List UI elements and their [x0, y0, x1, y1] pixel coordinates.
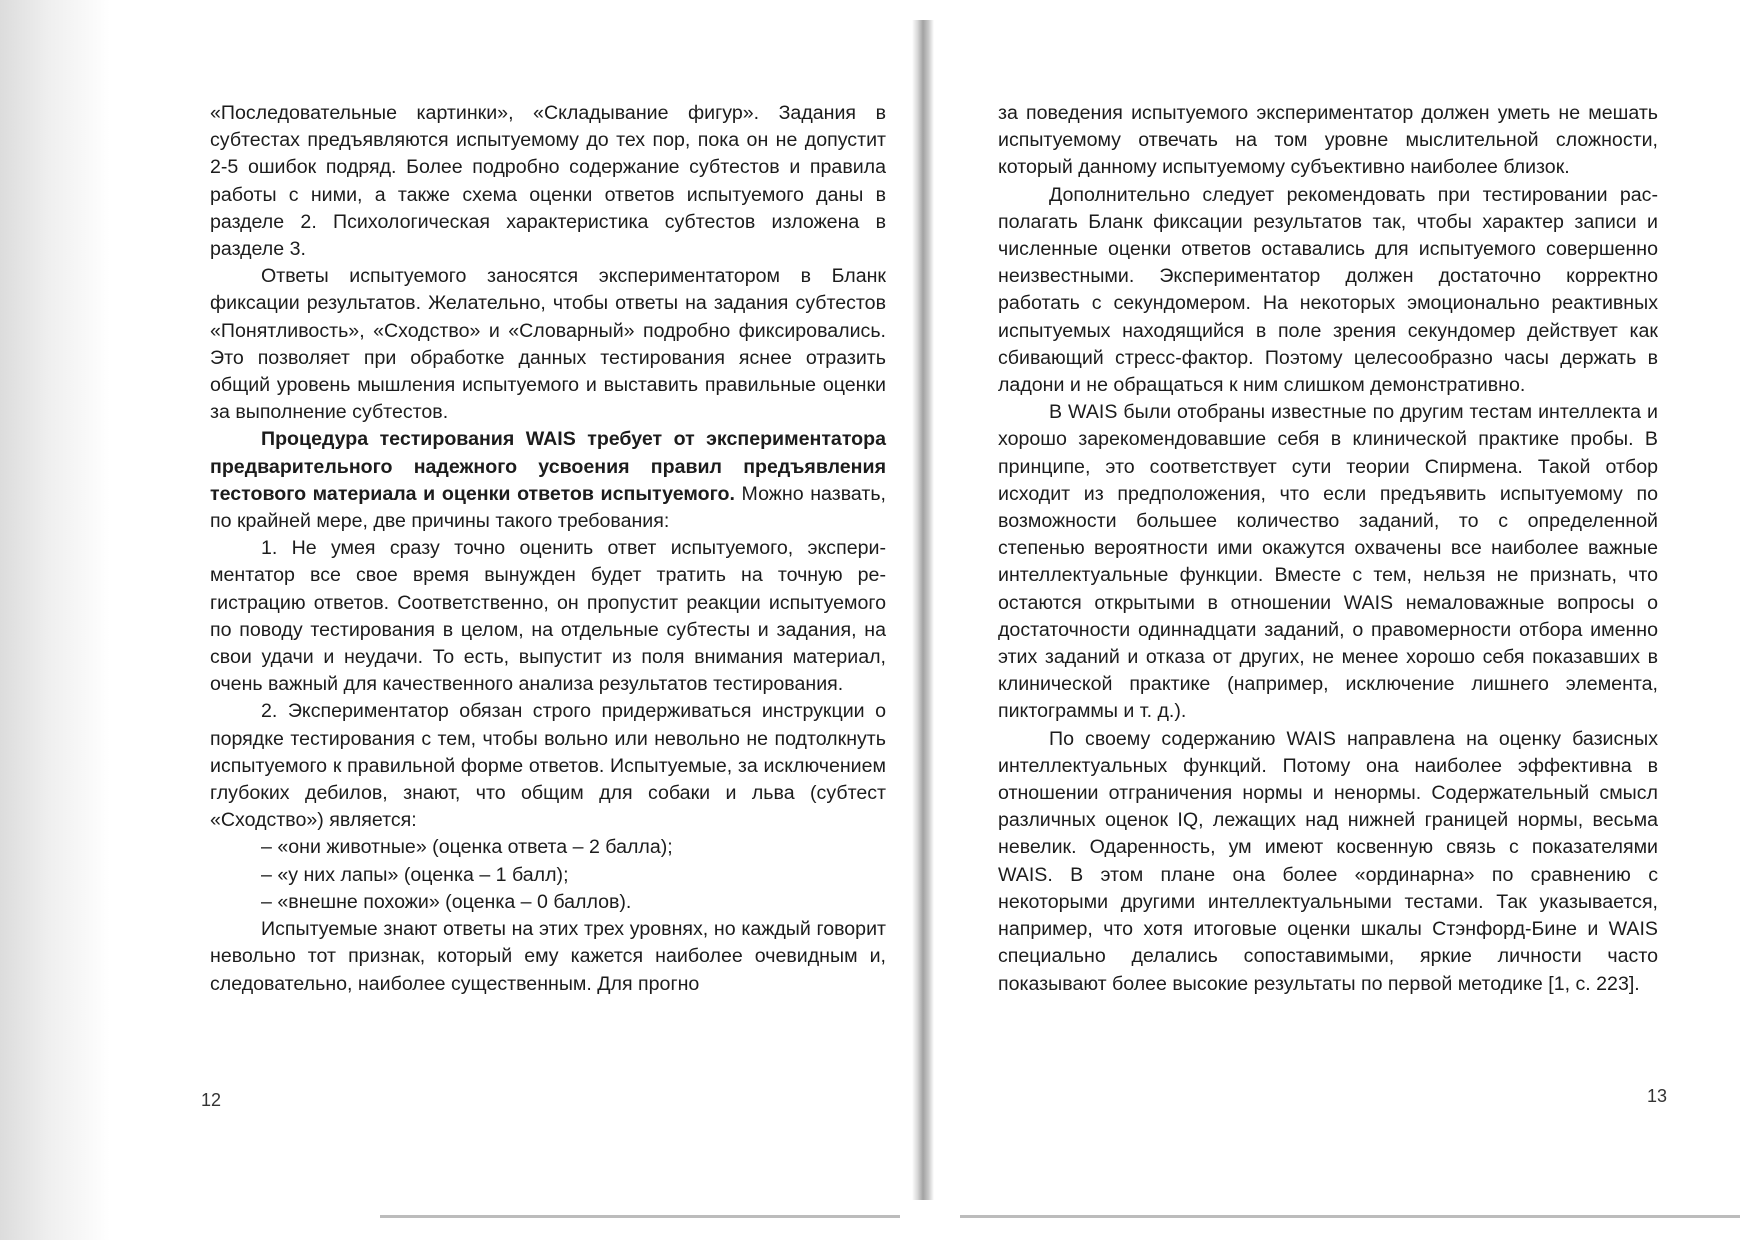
- paragraph: В WAIS были отобраны известные по другим тестам интеллекта и хорошо зарекомендовавшие себя в клинической практике пробы. В принципе, это соответствует сути теории Спирмена. Такой отбор исходит из предположения, что если предъявить испытуемому по возможности большее количество заданий, то с определенной степенью вероятности ими окажутся охвачены все наиболее важные интеллектуальные функции. Вместе с тем, нельзя не признать, что остаются открытыми в отношении WAIS немаловажные вопросы о достаточности одиннадцати заданий, о правомерности отбора именно этих заданий и отказа от других, не менее хорошо себя показавших в клинической практике (например, исключение лишнего элемента, пиктограммы и т. д.).: [998, 401, 1658, 723]
- left-page: [210, 100, 886, 998]
- paragraph: «Последовательные картинки», «Складывание фигур». Задания в субтестах предъявляются испытуемому до тех пор, пока он не допустит 2-5 ошибок подряд. Более подробно содержание субтестов и правила работы с ними, а также схема оценки ответов испытуемого даны в разделе 2. Психологическая характеристика субтестов изложена в разделе 3.: [210, 102, 886, 261]
- right-page: [998, 100, 1658, 998]
- dash-item: – «внешне похожи» (оценка – 0 баллов).: [261, 890, 632, 913]
- bold-sentence: Процедура тестирования WAIS требует от экспериментатора предварительного надежного усвоения правил предъявления тестового материала и оценки ответов испытуемого.: [210, 428, 886, 505]
- dash-item: – «у них лапы» (оценка – 1 балл);: [261, 863, 569, 886]
- numbered-item: 1. Не умея сразу точно оценить ответ испытуемого, экспериментатор все свое время вынужден будет тратить на точную регистрацию ответов. Соответственно, он пропустит реакции испытуемого по поводу тестирования в целом, на отдельные субтесты и задания, на свои удачи и неудачи. То есть, выпустит из поля внимания материал, очень важный для качественного анализа результатов тестирования.: [210, 537, 886, 696]
- paragraph: По своему содержанию WAIS направлена на оценку базисных интеллектуальных функций. Потому она наиболее эффективна в отношении отграничения нормы и ненормы. Содержательный смысл различных оценок IQ, лежащих над нижней границей нормы, весьма невелик. Одаренность, ум имеют косвенную связь с показателями WAIS. В этом плане она более «ординарна» по сравнению с некоторыми другими интеллектуальными тестами. Так указывается, например, что хотя итоговые оценки шкалы Стэнфорд-Бине и WAIS специально делались сопоставимыми, яркие личности часто показывают более высокие результаты по первой методике [1, с. 223].: [998, 727, 1658, 995]
- page-edge-right: [960, 1215, 1740, 1218]
- paragraph: Ответы испытуемого заносятся экспериментатором в Бланк фиксации результатов. Желательно, чтобы ответы на задания субтестов «Понятливость», «Сходство» и «Словарный» подробно фиксировались. Это позволяет при обработке данных тестирования яснее отразить общий уровень мышления испытуемого и выставить правильные оценки за выполнение субтестов.: [210, 265, 886, 424]
- numbered-item: 2. Экспериментатор обязан строго придерживаться инструкции о порядке тестирования с тем, чтобы вольно или невольно не подтолкнуть испытуемого к правильной форме ответов. Испытуемые, за исключением глубоких дебилов, знают, что общим для собаки и льва (субтест «Сходство») является:: [210, 700, 886, 832]
- page-number-left: 12: [201, 1090, 222, 1110]
- paragraph: за поведения испытуемого экспериментатор должен уметь не мешать испытуемому отвечать на том уровне мыслительной сложности, который данному испытуемому субъективно наиболее близок.: [998, 102, 1658, 179]
- dash-item: – «они животные» (оценка ответа – 2 балла);: [261, 836, 673, 859]
- bold-tail: Можно назвать, по крайней мере, две причины такого требования:: [210, 482, 886, 533]
- page-number-right: 13: [1647, 1086, 1668, 1106]
- bold-paragraph: [210, 426, 886, 535]
- book-gutter: [912, 20, 934, 1200]
- scan-shadow-left: [0, 0, 110, 1240]
- paragraph: Дополнительно следует рекомендовать при тестировании располагать Бланк фиксации результатов так, чтобы характер записи и численные оценки ответов оставались для испытуемого совершенно неизвестными. Экспериментатор должен достаточно корректно работать с секундомером. На некоторых эмоционально реактивных испытуемых находящийся в поле зрения секундомер действует как сбивающий стресс-фактор. Поэтому целесообразно часы держать в ладони и не обращаться к ним слишком демонстративно.: [998, 183, 1658, 397]
- page-edge-left: [380, 1215, 900, 1218]
- paragraph: Испытуемые знают ответы на этих трех уровнях, но каждый говорит невольно тот признак, который ему кажется наиболее очевидным и, следовательно, наиболее существенным. Для прогно: [210, 918, 886, 995]
